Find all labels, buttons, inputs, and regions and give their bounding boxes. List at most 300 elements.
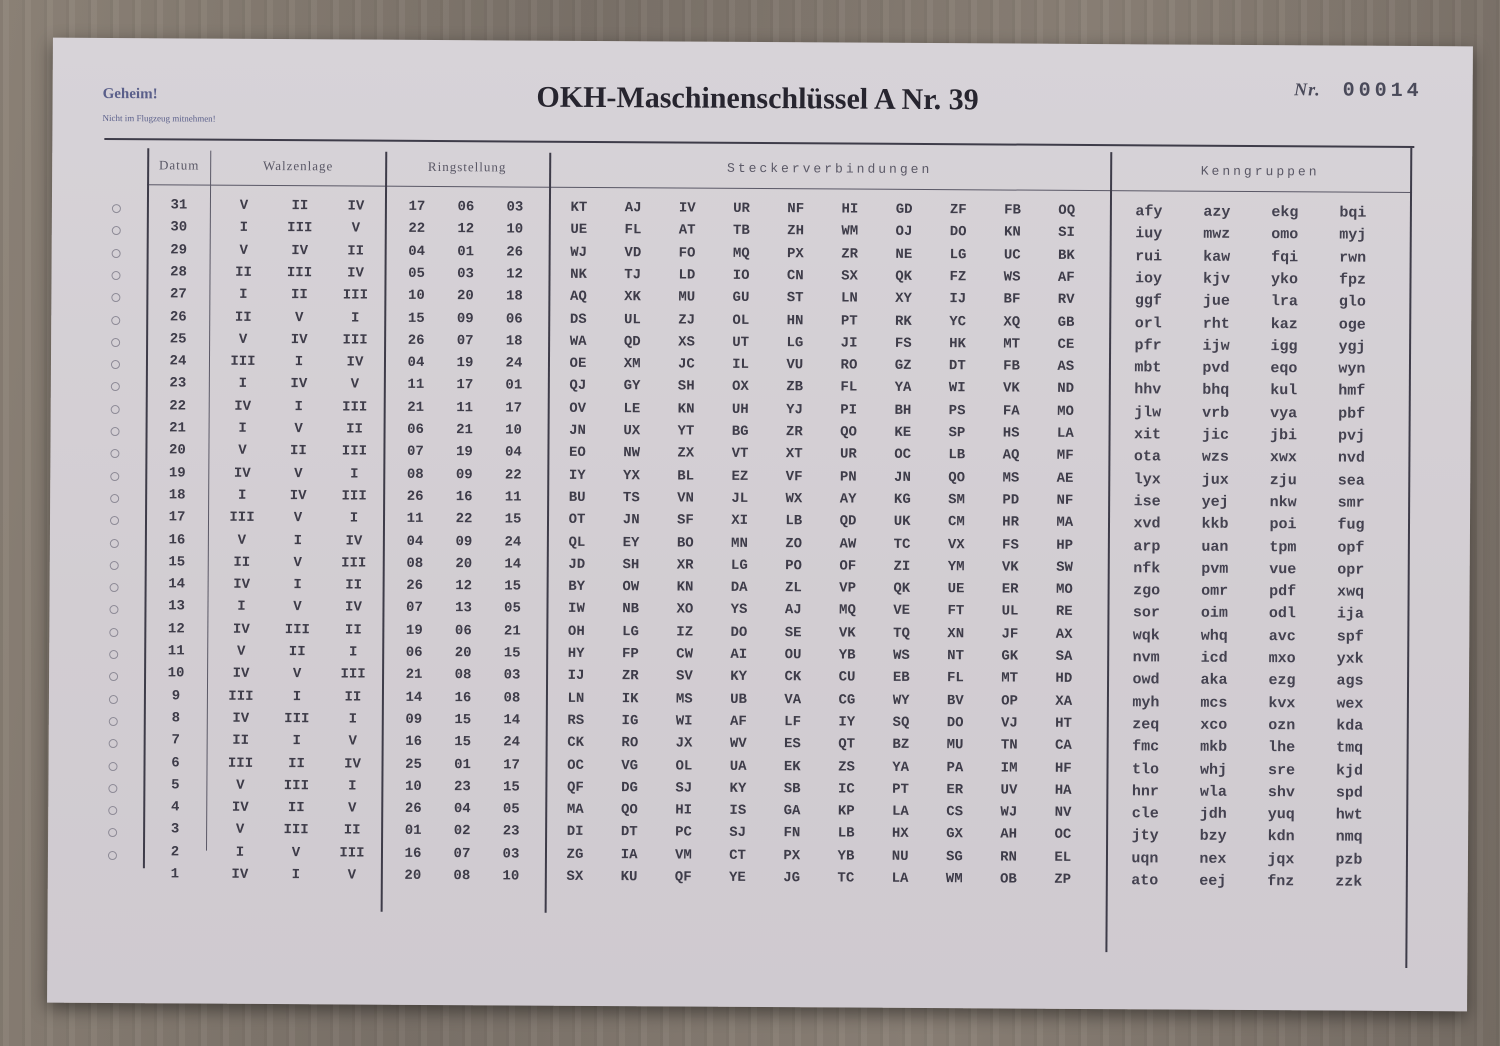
stecker-pair-cell: ZP — [1054, 871, 1072, 888]
kenngruppe-cell: nkw — [1269, 494, 1297, 512]
stecker-pair-cell: HP — [1056, 537, 1074, 554]
walzenlage-cell: I — [235, 844, 245, 861]
kenngruppe-cell: wyn — [1338, 360, 1366, 378]
stecker-pair-cell: AY — [839, 491, 857, 508]
stecker-pair-cell: VU — [786, 357, 804, 374]
ringstellung-cell: 07 — [406, 444, 424, 461]
ringstellung-cell: 16 — [455, 489, 473, 506]
stecker-pair-cell: MO — [1055, 581, 1073, 599]
stecker-pair-cell: GY — [623, 378, 641, 395]
stecker-pair-cell: LN — [840, 290, 858, 307]
stecker-pair-cell: SH — [677, 378, 695, 395]
stecker-pair-cell: FB — [1003, 358, 1021, 375]
sheet-title: OKH-Maschinenschlüssel A Nr. 39 — [536, 80, 979, 117]
stecker-pair-cell: RS — [567, 712, 585, 729]
walzenlage-cell: V — [295, 309, 304, 326]
ringstellung-cell: 01 — [454, 756, 471, 773]
stecker-pair-cell: LG — [949, 246, 967, 263]
walzenlage-cell: V — [350, 376, 360, 393]
kenngruppe-cell: orl — [1134, 314, 1162, 332]
stecker-pair-cell: PO — [785, 557, 802, 575]
stecker-pair-cell: VN — [677, 490, 695, 507]
stecker-pair-cell: FS — [894, 335, 912, 352]
stecker-pair-cell: MT — [1003, 336, 1021, 353]
ringstellung-cell: 20 — [455, 555, 473, 573]
stecker-pair-cell: EY — [622, 534, 640, 551]
walzenlage-cell: I — [348, 711, 358, 728]
kenngruppe-cell: yxk — [1336, 650, 1364, 668]
stecker-pair-cell: AT — [678, 222, 696, 239]
kenngruppe-cell: wex — [1336, 695, 1364, 713]
datum-cell: 30 — [170, 219, 188, 236]
walzenlage-cell: V — [235, 822, 245, 839]
kenngruppe-cell: yej — [1201, 493, 1229, 511]
walzenlage-cell: I — [349, 510, 359, 527]
ringstellung-cell: 05 — [504, 600, 521, 617]
stecker-pair-cell: LA — [1056, 425, 1074, 442]
walzenlage-cell: I — [348, 778, 357, 795]
stecker-pair-cell: FZ — [949, 269, 967, 286]
ringstellung-cell: 08 — [406, 555, 424, 572]
datum-cell: 25 — [169, 331, 187, 348]
stecker-pair-cell: UT — [732, 334, 750, 351]
datum-cell: 14 — [168, 576, 186, 593]
punch-hole — [112, 226, 121, 235]
ringstellung-cell: 04 — [453, 801, 471, 818]
stecker-pair-cell: HI — [841, 201, 859, 218]
ringstellung-cell: 07 — [453, 845, 471, 862]
ringstellung-cell: 11 — [504, 489, 522, 506]
stecker-pair-cell: AQ — [1002, 447, 1020, 464]
stecker-pair-cell: CS — [946, 804, 964, 821]
stecker-pair-cell: SH — [622, 556, 640, 574]
kenngruppe-cell: pfr — [1134, 337, 1162, 355]
kenngruppe-cell: jbi — [1269, 427, 1298, 445]
kenngruppe-cell: bhq — [1202, 382, 1230, 400]
kenngruppe-cell: pzb — [1335, 851, 1363, 869]
stecker-pair-cell: IL — [732, 356, 750, 374]
stecker-pair-cell: BG — [731, 423, 749, 440]
table-top-rule — [104, 138, 1414, 148]
kenngruppe-cell: whq — [1200, 627, 1228, 645]
walzenlage-cell: III — [283, 822, 309, 839]
walzenlage-cell: IV — [231, 799, 249, 816]
datum-cell: 12 — [167, 621, 185, 638]
stecker-pair-cell: TN — [1000, 737, 1018, 754]
stecker-pair-cell: UK — [893, 514, 911, 531]
stecker-pair-cell: SE — [784, 624, 802, 641]
kenngruppe-cell: azy — [1203, 203, 1231, 221]
kenngruppe-cell: tmq — [1336, 739, 1364, 757]
ringstellung-cell: 04 — [407, 354, 425, 372]
stecker-pair-cell: ZS — [838, 758, 855, 776]
stecker-pair-cell: HF — [1054, 760, 1072, 777]
datum-cell: 22 — [169, 398, 187, 415]
punch-hole — [109, 650, 118, 659]
walzenlage-cell: V — [293, 510, 303, 527]
stecker-pair-cell: NB — [622, 601, 640, 618]
ringstellung-cell: 07 — [406, 600, 423, 617]
stecker-pair-cell: KY — [730, 669, 748, 686]
walzenlage-cell: V — [291, 844, 301, 861]
punch-hole — [109, 628, 118, 637]
stecker-pair-cell: NK — [570, 266, 587, 283]
ringstellung-cell: 21 — [456, 422, 474, 439]
walzenlage-cell: III — [229, 509, 255, 527]
walzenlage-cell: V — [348, 800, 357, 817]
ringstellung-cell: 04 — [406, 533, 424, 550]
stecker-pair-cell: NU — [891, 848, 909, 865]
stecker-pair-cell: VK — [1002, 380, 1020, 397]
stecker-pair-cell: UR — [839, 446, 857, 463]
kenngruppe-cell: wla — [1199, 783, 1227, 801]
kenngruppe-cell: kaz — [1270, 315, 1298, 333]
stecker-pair-cell: SI — [1058, 225, 1076, 242]
walzenlage-cell: V — [236, 777, 245, 794]
column-header-ringstellung: Ringstellung — [427, 158, 507, 175]
ringstellung-cell: 15 — [504, 578, 522, 595]
stecker-pair-cell: VF — [785, 468, 803, 485]
stecker-pair-cell: GA — [783, 803, 801, 820]
stecker-pair-cell: FL — [624, 222, 642, 239]
stecker-pair-cell: OX — [731, 379, 749, 396]
walzenlage-cell: II — [287, 800, 305, 817]
walzenlage-cell: IV — [345, 532, 363, 550]
stecker-pair-cell: LB — [948, 447, 966, 464]
secrecy-block — [102, 86, 362, 125]
stecker-pair-cell: ZI — [893, 558, 911, 575]
kenngruppe-cell: kul — [1270, 382, 1298, 400]
datum-cell: 4 — [171, 799, 180, 816]
stecker-pair-cell: YB — [837, 848, 855, 865]
stecker-pair-cell: SX — [841, 268, 858, 285]
kenngruppe-cell: zju — [1269, 471, 1297, 489]
stecker-pair-cell: JN — [569, 422, 587, 439]
kenngruppe-cell: xwx — [1269, 449, 1297, 467]
stecker-pair-cell: UC — [1003, 247, 1021, 264]
ringstellung-cell: 19 — [455, 444, 473, 461]
ringstellung-cell: 26 — [406, 577, 424, 595]
stecker-pair-cell: HX — [891, 826, 909, 843]
stecker-pair-cell: UL — [1001, 603, 1019, 620]
stecker-pair-cell: QF — [566, 779, 584, 796]
stecker-pair-cell: JC — [677, 356, 695, 373]
stecker-pair-cell: PN — [839, 469, 857, 486]
walzenlage-cell: III — [341, 488, 367, 505]
kenngruppe-cell: odl — [1268, 605, 1297, 623]
kenngruppe-cell: nex — [1199, 850, 1227, 868]
stecker-pair-cell: IK — [621, 690, 639, 707]
stecker-pair-cell: WY — [892, 692, 910, 709]
ringstellung-cell: 02 — [453, 823, 471, 840]
stecker-pair-cell: PC — [675, 824, 692, 841]
kenngruppe-cell: hwt — [1335, 806, 1363, 824]
stecker-pair-cell: FB — [1004, 202, 1021, 219]
ringstellung-cell: 03 — [503, 667, 521, 684]
ringstellung-cell: 14 — [503, 712, 521, 729]
punch-hole — [111, 360, 120, 369]
stecker-pair-cell: UL — [623, 311, 641, 328]
stecker-pair-cell: QF — [674, 869, 692, 886]
walzenlage-cell: III — [342, 287, 369, 304]
kenngruppe-cell: lhe — [1268, 739, 1296, 757]
ringstellung-cell: 11 — [456, 399, 474, 416]
stecker-pair-cell: AS — [1057, 358, 1075, 376]
stecker-pair-cell: XI — [731, 513, 749, 530]
stecker-pair-cell: GB — [1057, 314, 1075, 331]
kenngruppe-cell: rui — [1135, 247, 1163, 266]
stecker-pair-cell: ZR — [621, 668, 639, 685]
walzenlage-cell: I — [237, 487, 247, 504]
punch-hole — [112, 204, 121, 213]
ringstellung-cell: 19 — [456, 355, 474, 372]
kenngruppe-cell: ygj — [1338, 338, 1366, 356]
kenngruppe-cell: jqx — [1267, 850, 1295, 868]
datum-cell: 7 — [171, 732, 180, 749]
walzenlage-cell: IV — [346, 354, 364, 371]
punch-hole — [111, 405, 120, 414]
ringstellung-cell: 26 — [506, 244, 524, 261]
punch-hole — [108, 851, 117, 860]
stecker-pair-cell: AQ — [569, 289, 587, 306]
stecker-pair-cell: WS — [1003, 269, 1021, 286]
stecker-pair-cell: OC — [894, 447, 912, 464]
kenngruppe-cell: bzy — [1199, 828, 1227, 846]
kenngruppe-cell: fnz — [1267, 873, 1295, 891]
punch-hole — [108, 828, 117, 837]
kenngruppe-cell: jty — [1131, 827, 1159, 845]
ringstellung-cell: 04 — [408, 243, 426, 260]
stecker-pair-cell: FL — [840, 379, 858, 396]
ringstellung-cell: 24 — [503, 734, 521, 751]
kenngruppe-cell: icd — [1200, 649, 1228, 667]
stecker-pair-cell: TS — [622, 490, 640, 507]
kenngruppe-cell: arp — [1133, 537, 1161, 555]
kenngruppe-cell: mcs — [1200, 694, 1228, 712]
stecker-pair-cell: XY — [895, 291, 913, 308]
kenngruppe-cell: fqi — [1271, 248, 1299, 266]
walzenlage-cell: I — [350, 466, 359, 483]
kenngruppe-cell: ioy — [1134, 270, 1163, 288]
kenngruppe-cell: zgo — [1133, 582, 1161, 600]
stecker-pair-cell: YA — [892, 759, 910, 776]
kenngruppe-cell: fmc — [1132, 738, 1160, 756]
datum-cell: 18 — [168, 487, 186, 504]
stecker-pair-cell: KG — [893, 491, 911, 508]
kenngruppe-cell: jlw — [1134, 403, 1162, 422]
punch-hole — [110, 472, 119, 481]
stecker-pair-cell: FN — [783, 825, 801, 842]
walzenlage-cell: I — [291, 867, 301, 884]
kenngruppe-cell: ota — [1133, 448, 1161, 466]
datum-cell: 20 — [168, 442, 186, 459]
kenngruppe-cell: xvd — [1133, 515, 1161, 533]
stecker-pair-cell: QD — [839, 513, 857, 530]
stecker-pair-cell: VX — [947, 536, 965, 553]
datum-cell: 15 — [168, 554, 186, 571]
stecker-pair-cell: MU — [946, 737, 964, 754]
kenngruppe-cell: jue — [1202, 292, 1230, 311]
stecker-pair-cell: LG — [786, 334, 804, 352]
stecker-pair-cell: RO — [840, 357, 858, 374]
ringstellung-cell: 08 — [453, 868, 471, 885]
stecker-pair-cell: XR — [676, 557, 694, 574]
stecker-pair-cell: LG — [622, 623, 639, 640]
kenngruppe-cell: kjd — [1335, 762, 1364, 780]
stecker-pair-cell: MA — [566, 801, 584, 819]
kenngruppe-cell: pdf — [1269, 583, 1297, 601]
datum-cell: 13 — [168, 598, 185, 615]
stecker-pair-cell: BU — [568, 489, 586, 506]
stecker-pair-cell: RO — [621, 735, 639, 752]
stecker-pair-cell: UA — [729, 758, 747, 775]
stecker-pair-cell: ZX — [677, 445, 695, 462]
stecker-pair-cell: XN — [947, 625, 965, 642]
ringstellung-cell: 18 — [505, 288, 523, 305]
stecker-pair-cell: LB — [785, 513, 803, 530]
stecker-pair-cell: TQ — [893, 625, 910, 642]
stecker-pair-cell: IY — [838, 714, 856, 731]
kenngruppe-cell: mwz — [1203, 225, 1231, 244]
punch-hole — [109, 739, 118, 748]
walzenlage-cell: II — [347, 243, 365, 260]
walzenlage-cell: V — [347, 867, 357, 884]
kenngruppe-cell: pbf — [1338, 405, 1366, 423]
kenngruppe-cell: sea — [1337, 472, 1365, 490]
walzenlage-cell: IV — [289, 488, 307, 505]
ringstellung-cell: 20 — [404, 867, 422, 884]
stecker-pair-cell: HK — [949, 335, 966, 353]
stecker-pair-cell: VP — [839, 580, 857, 597]
walzenlage-cell: IV — [290, 376, 308, 393]
stecker-pair-cell: MQ — [732, 245, 750, 262]
kenngruppe-cell: fug — [1337, 516, 1365, 534]
stecker-pair-cell: IJ — [567, 668, 585, 685]
stecker-pair-cell: WV — [729, 736, 747, 753]
stecker-pair-cell: BH — [894, 402, 912, 419]
stecker-pair-cell: MQ — [839, 602, 856, 619]
stecker-pair-cell: ZL — [784, 580, 802, 597]
stecker-pair-cell: QO — [620, 802, 638, 819]
kenngruppe-cell: hmf — [1338, 382, 1366, 401]
stecker-pair-cell: SF — [676, 512, 694, 529]
ringstellung-cell: 10 — [506, 221, 524, 238]
stecker-pair-cell: QT — [838, 736, 856, 753]
kenngruppe-cell: nvd — [1337, 449, 1365, 467]
datum-cell: 2 — [170, 844, 180, 861]
stecker-pair-cell: KY — [729, 780, 747, 797]
stecker-pair-cell: XA — [1055, 693, 1073, 710]
kenngruppe-cell: yuq — [1267, 806, 1295, 824]
stecker-pair-cell: CE — [1057, 336, 1075, 353]
stecker-pair-cell: RE — [1055, 604, 1073, 621]
walzenlage-cell: V — [351, 220, 361, 237]
stecker-pair-cell: QJ — [569, 378, 587, 395]
punch-hole — [111, 316, 120, 325]
stecker-pair-cell: NE — [895, 246, 913, 263]
walzenlage-cell: V — [238, 443, 247, 460]
stecker-pair-cell: DS — [569, 311, 587, 328]
stecker-pair-cell: SJ — [675, 780, 693, 797]
stecker-pair-cell: FL — [946, 670, 964, 687]
stecker-pair-cell: XS — [678, 334, 695, 351]
kenngruppe-cell: kdn — [1267, 828, 1295, 846]
ringstellung-cell: 16 — [404, 845, 422, 862]
stecker-pair-cell: SQ — [892, 714, 910, 731]
serial-number-block — [1183, 79, 1423, 103]
stecker-pair-cell: JN — [894, 469, 911, 486]
kenngruppe-cell: yko — [1270, 271, 1299, 289]
ringstellung-cell: 17 — [503, 756, 520, 774]
stecker-pair-cell: PX — [783, 847, 801, 864]
stecker-pair-cell: GZ — [894, 357, 912, 375]
kenngruppe-cell: mbt — [1134, 359, 1162, 377]
stecker-pair-cell: AE — [1056, 470, 1074, 487]
stecker-pair-cell: BY — [568, 578, 586, 596]
ringstellung-cell: 01 — [457, 243, 475, 260]
stecker-pair-cell: LE — [623, 400, 641, 417]
stecker-pair-cell: CT — [729, 847, 747, 864]
ringstellung-cell: 06 — [405, 644, 423, 661]
ringstellung-cell: 22 — [408, 221, 426, 238]
stecker-pair-cell: OC — [1054, 827, 1072, 844]
stecker-pair-cell: UE — [570, 222, 588, 239]
ringstellung-cell: 03 — [457, 266, 474, 283]
stecker-pair-cell: CW — [676, 646, 694, 663]
stecker-pair-cell: UB — [730, 691, 747, 708]
stecker-pair-cell: CA — [1054, 737, 1072, 755]
walzenlage-cell: I — [238, 376, 248, 393]
stecker-pair-cell: BO — [676, 534, 694, 552]
ringstellung-cell: 14 — [405, 689, 423, 706]
stecker-pair-cell: AH — [1000, 826, 1018, 843]
stecker-pair-cell: OF — [839, 558, 857, 575]
ringstellung-cell: 16 — [454, 689, 472, 706]
walzenlage-cell: II — [235, 264, 252, 281]
ringstellung-cell: 15 — [407, 310, 425, 327]
stecker-pair-cell: HY — [567, 645, 585, 662]
walzenlage-cell: IV — [232, 621, 250, 638]
walzenlage-cell: III — [228, 688, 254, 705]
stecker-pair-cell: PS — [948, 402, 966, 419]
stecker-pair-cell: EO — [568, 445, 586, 462]
stecker-pair-cell: LB — [837, 825, 855, 842]
stecker-pair-cell: YB — [838, 647, 856, 664]
stecker-pair-cell: TC — [837, 870, 855, 887]
stecker-pair-cell: VJ — [1000, 715, 1018, 732]
kenngruppe-cell: oge — [1338, 316, 1366, 334]
stecker-pair-cell: OP — [1001, 693, 1018, 710]
walzenlage-cell: IV — [232, 710, 250, 727]
datum-cell: 17 — [168, 509, 186, 526]
kenngruppe-cell: uan — [1201, 538, 1229, 556]
stecker-pair-cell: VA — [784, 691, 802, 708]
kenngruppe-cell: ijw — [1202, 337, 1230, 355]
stecker-pair-cell: FT — [947, 603, 965, 620]
stecker-pair-cell: NT — [947, 648, 965, 665]
walzenlage-cell: I — [239, 220, 249, 237]
column-header-walzenlage: Walzenlage — [262, 157, 334, 174]
kenngruppe-cell: zeq — [1132, 716, 1160, 734]
stecker-pair-cell: XO — [676, 601, 694, 618]
walzenlage-cell: I — [238, 420, 247, 437]
kenngruppe-cell: spd — [1335, 784, 1363, 802]
datum-cell: 19 — [168, 464, 186, 482]
stecker-pair-cell: YA — [894, 380, 912, 397]
kenngruppe-cell: omo — [1271, 226, 1299, 244]
walzenlage-cell: II — [234, 309, 252, 326]
stecker-pair-cell: MS — [1002, 470, 1020, 487]
